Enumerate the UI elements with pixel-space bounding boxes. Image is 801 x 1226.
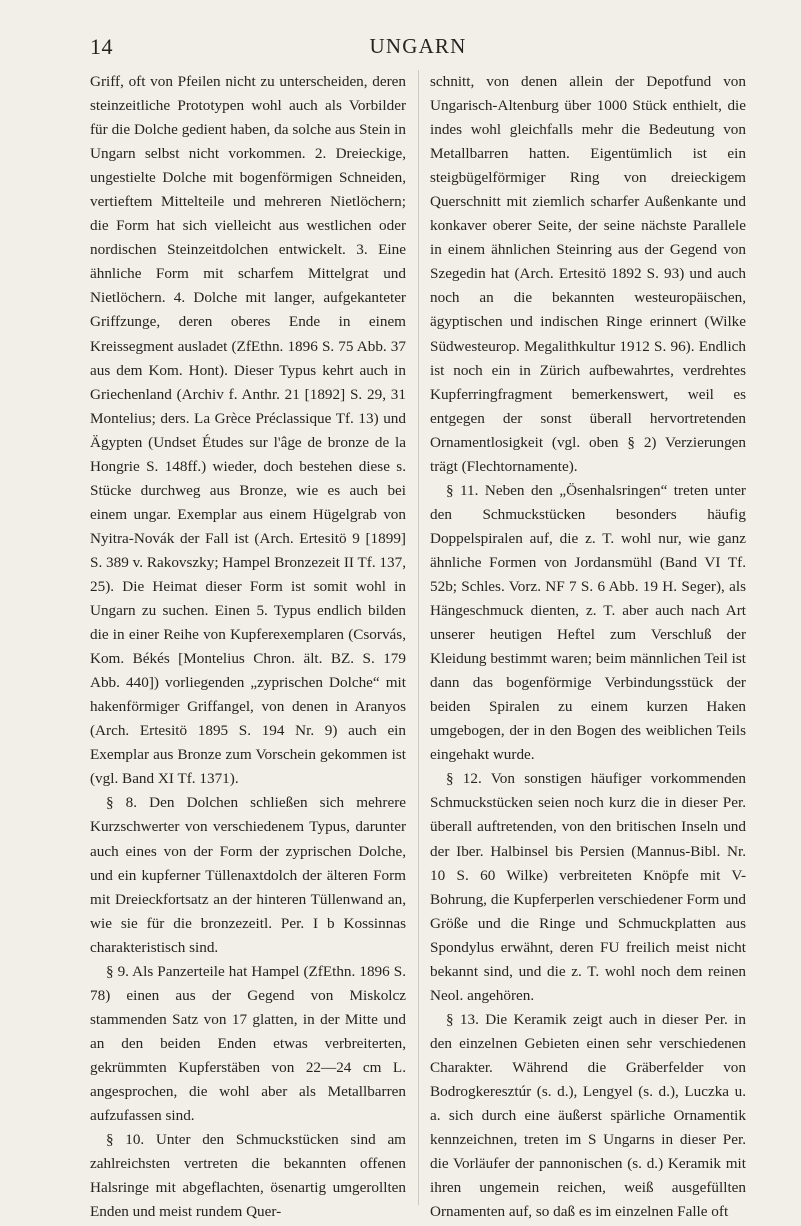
page-header	[90, 34, 746, 64]
left-paragraph-3: § 9. Als Panzerteile hat Hampel (ZfEthn. 1896 S. 78) einen aus der Gegend von Miskolcz stammenden Satz von 17 glatten, in der Mitte und an den beiden Enden etwas verbreiterten, gekrümmten Kupferstäben von 22—24 cm L. angesprochen, die wohl aber als Metallbarren aufzufassen sind.	[90, 962, 406, 1125]
right-column	[430, 70, 746, 1224]
left-paragraph-2: § 8. Den Dolchen schließen sich mehrere Kurzschwerter von verschiedenem Typus, darunter auch eines von der Form der zyprischen Dolche, und ein kupferner Tüllenaxtdolch der älteren Form mit Dreieckfortsatz an der hinteren Tüllenwand an, wie sie für die bronzezeitl. Per. I b Kossinnas charakteristisch sind.	[90, 794, 406, 956]
running-title: UNGARN	[369, 34, 467, 58]
column-divider	[418, 70, 419, 1205]
right-paragraph-1: schnitt, von denen allein der Depotfund von Ungarisch-Altenburg über 1000 Stück enthielt, die indes wohl gleichfalls mehr die Bedeutung von Metallbarren hatten. Eigentümlich ist ein steigbügelförmiger Ring von dreieckigem Querschnitt mit ziemlich scharfer Außenkante und konkaver oberer Seite, der seine nächste Parallele in einem ähnlichen Steinring aus der Gegend von Szegedin hat (Arch. Ertesitö 1892 S. 93) und auch noch an die bekannten westeuropäischen, ägyptischen und indischen Ringe erinnert (Wilke Südwesteurop. Megalithkultur 1912 S. 96). Endlich ist noch ein in Zürich aufbewahrtes, verdrehtes Kupferringfragment bemerkenswert, weil es entgegen der sonst überall hervortretenden Ornamentlosigkeit (vgl. oben § 2) Verzierungen trägt (Flechtornamente).	[430, 73, 746, 475]
left-paragraph-4: § 10. Unter den Schmuckstücken sind am zahlreichsten vertreten die bekannten offenen Halsringe mit abgeflachten, ösenartig umgerollten Enden und meist rundem Quer-	[90, 1131, 406, 1221]
left-paragraph-1: Griff, oft von Pfeilen nicht zu unterscheiden, deren steinzeitliche Prototypen wohl auch als Vorbilder für die Dolche gedient haben, da solche aus Stein in Ungarn selbst nicht vorkommen. 2. Dreieckige, ungestielte Dolche mit bogenförmigen Schneiden, vertieftem Mittelteile und mehreren Nietlöchern; die Form hat sich vielleicht aus westlichen oder nordischen Steinzeitdolchen entwickelt. 3. Eine ähnliche Form mit scharfem Mittelgrat und Nietlöchern. 4. Dolche mit langer, aufgekanteter Griffzunge, deren oberes Ende in einem Kreissegment ausladet (ZfEthn. 1896 S. 75 Abb. 37 aus dem Kom. Hont). Dieser Typus kehrt auch in Griechenland (Archiv f. Anthr. 21 [1892] S. 29, 31 Montelius; ders. La Grèce Préclassique Tf. 13) und Ägypten (Undset Études sur l'âge de bronze de la Hongrie S. 148ff.) wieder, doch bestehen diese s. Stücke durchweg aus Bronze, wie es auch bei einem ungar. Exemplar aus einem Hügelgrab von Nyitra-Novák der Fall ist (Arch. Ertesitö 9 [1899] S. 389 v. Rakovszky; Hampel Bronzezeit II Tf. 137, 25). Die Heimat dieser Form ist somit wohl in Ungarn zu suchen. Einen 5. Typus endlich bilden die in einer Reihe von Kupferexemplaren (Csorvás, Kom. Békés [Montelius Chron. ält. BZ. S. 179 Abb. 440]) vorliegenden „zyprischen Dolche“ mit hakenförmiger Griffangel, von denen in Aranyos (Arch. Ertesitö 1895 S. 194 Nr. 9) auch ein Exemplar aus Bronze zum Vorschein gekommen ist (vgl. Band XI Tf. 1371).	[90, 73, 406, 788]
left-column	[90, 70, 406, 1224]
right-paragraph-3: § 12. Von sonstigen häufiger vorkommenden Schmuckstücken seien noch kurz die in dieser Per. überall auftretenden, von den britischen Inseln und der Iber. Halbinsel bis Persien (Mannus-Bibl. Nr. 10 S. 60 Wilke) verbreiteten Knöpfe mit V-Bohrung, die Kupferperlen verschiedener Form und Größe und die Ringe und Schmuckplatten aus Spondylus erwähnt, deren FU freilich meist nicht bekannt sind, und die z. T. wohl noch dem reinen Neol. angehören.	[430, 770, 746, 1004]
right-paragraph-2: § 11. Neben den „Ösenhalsringen“ treten unter den Schmuckstücken besonders häufig Doppelspiralen auf, die z. T. wohl nur, wie ganz ähnliche Formen von Jordansmühl (Band VI Tf. 52b; Schles. Vorz. NF 7 S. 6 Abb. 19 H. Seger), als Hängeschmuck dienten, z. T. aber auch nach Art unserer heutigen Heftel zum Verschluß der Kleidung bestimmt waren; beim männlichen Teil ist dann das bogenförmige Verbindungsstück der beiden Spiralen zu einem kurzen Haken umgebogen, der in den Bogen des weiblichen Teils eingehakt wurde.	[430, 481, 746, 764]
page-number: 14	[90, 34, 113, 59]
right-paragraph-4: § 13. Die Keramik zeigt auch in dieser Per. in den einzelnen Gebieten einen sehr verschiedenen Charakter. Während die Gräberfelder von Bodrogkeresztúr (s. d.), Lengyel (s. d.), Luczka u. a. sich durch eine äußerst spärliche Ornamentik kennzeichnen, treten im S Ungarns in dieser Per. die Vorläufer der pannonischen (s. d.) Keramik mit ihren ungemein reichen, weiß ausgefüllten Ornamenten auf, so daß es im einzelnen Falle oft	[430, 1010, 746, 1221]
